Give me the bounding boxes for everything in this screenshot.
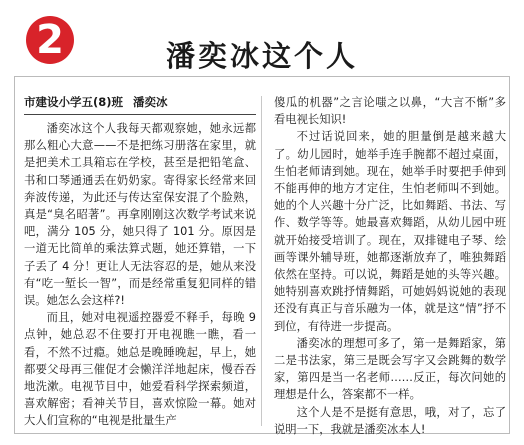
paragraph-1: 潘奕冰这个人我每天都观察她，她永远都那么粗心大意——不是把练习册落在家里，就是把美术工具箱忘在学校，甚至是把铅笔盒、书和口琴通通丢在奶奶家。寄得家长经常来回奔波传递，为此还与传达室保安混了个脸熟，真是“臭名昭著”。再拿刚刚这次数学考试来说吧，满分 105 分，她只得了 101 分。原因是一道无比简单的乘法算式题，她还算错，一下子丢了 4 分！更让人无法容忍的是，她从来没有“吃一堑长一智”，而是经常重复犯同样的错误。她怎么会这样?! xyxy=(24,122,256,308)
right-column xyxy=(274,94,506,438)
paragraph-4: 潘奕冰的理想可多了，第一是舞蹈家，第二是书法家，第三是既会写字又会跳舞的数学家，第四是当一名老师……反正，每次问她的理想是什么，答案都不一样。 xyxy=(274,336,506,402)
paragraph-2: 而且，她对电视遥控器爱不释手，每晚 9 点钟，她总忍不住要打开电视瞧一瞧，看一看，不然不过瘾。她总是晚睡晚起，早上，她都要父母再三催促才会懒洋洋地起床，慢吞吞地洗漱。电视节目中，她爱看科学探索频道，喜欢解密；看神关节目，喜欢惊险一幕。她对大人们宣称的“电视是批量生产 xyxy=(24,311,256,428)
left-column xyxy=(24,94,256,430)
article-header xyxy=(0,0,524,90)
paragraph-5: 这个人是不是挺有意思，哦，对了，忘了说明一下，我就是潘奕冰本人! xyxy=(274,405,506,436)
paragraph-2-continued: 傻瓜的机器”之言论嗤之以鼻，“大言不惭”多看电视长知识! xyxy=(274,96,506,127)
article-number-badge: 2 xyxy=(26,16,74,64)
article-title: 潘奕冰这个人 xyxy=(165,39,358,73)
column-divider xyxy=(261,96,262,426)
paragraph-3: 不过话说回来，她的胆量倒是越来越大了。幼儿园时，她举手连手腕都不超过桌面，生怕老师请到她。现在，她举手时要把手伸到不能再伸的地方才定住，生怕老师叫不到她。她的个人兴趣十分广泛，比如舞蹈、书法、写作、数学等等。她最喜欢舞蹈，从幼儿园中班就开始接受培训了。现在，双排键电子琴、绘画等课外辅导班，她都逐渐放弃了，唯独舞蹈依然在坚持。可以说，舞蹈是她的头等兴趣。她特别喜欢跳抒情舞蹈，可她妈妈说她的表现还没有真正与音乐融为一体，就是这“情”抒不到位，有待进一步提高。 xyxy=(274,130,506,333)
byline xyxy=(24,94,256,115)
byline-author: 潘奕冰 xyxy=(133,95,168,109)
byline-school: 市建设小学五(8)班 xyxy=(24,95,124,109)
